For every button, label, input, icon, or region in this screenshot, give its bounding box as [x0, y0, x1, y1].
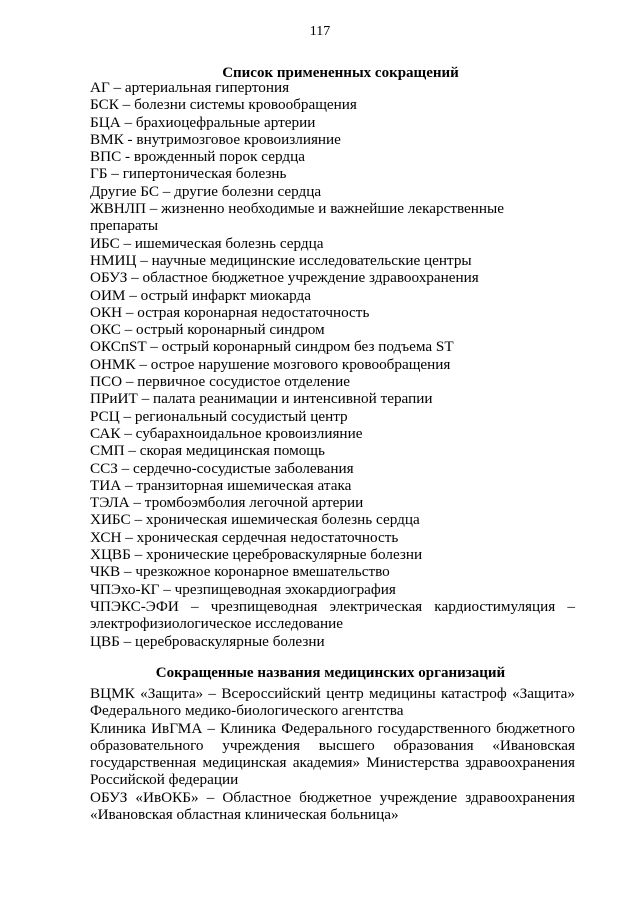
abbreviation-item: АГ – артериальная гипертония — [90, 79, 290, 96]
abbreviation-item: ПСО – первичное сосудистое отделение — [90, 373, 350, 391]
abbreviation-item: ЖВНЛП – жизненно необходимые и важнейшие лекарственные препараты — [90, 200, 504, 235]
abbreviation-item: ОКСпST – острый коронарный синдром без подъема ST — [90, 338, 454, 356]
abbreviation-item: ВМК - внутримозговое кровоизлияние — [90, 130, 341, 148]
abbreviation-item: ИБС – ишемическая болезнь сердца — [90, 234, 324, 252]
abbreviation-item: ЦВБ – цереброваскулярные болезни — [90, 632, 325, 650]
organization-item: ВЦМК «Защита» – Всероссийский центр медицины катастроф «Защита» Федерального медико-биологического агентства — [90, 685, 575, 720]
abbreviation-item: РСЦ – региональный сосудистый центр — [90, 407, 348, 425]
abbreviation-item: ТИА – транзиторная ишемическая атака — [90, 476, 352, 494]
abbreviation-item: ССЗ – сердечно-сосудистые заболевания — [90, 459, 354, 477]
abbreviation-item: БЦА – брахиоцефральные артерии — [90, 113, 316, 131]
abbreviation-item: ВПС - врожденный порок сердца — [90, 148, 305, 166]
abbreviation-item: Другие БС – другие болезни сердца — [90, 182, 322, 200]
abbreviation-item: ОКН – острая коронарная недостаточность — [90, 303, 370, 321]
abbreviation-item: ЧПЭхо-КГ – чрезпищеводная эхокардиография — [90, 580, 396, 598]
abbreviation-item: ХСН – хроническая сердечная недостаточность — [90, 528, 399, 546]
abbreviation-item: ГБ – гипертоническая болезнь — [90, 165, 287, 183]
abbreviation-item: ТЭЛА – тромбоэмболия легочной артерии — [90, 494, 364, 512]
abbreviation-item: СМП – скорая медицинская помощь — [90, 442, 325, 460]
abbreviation-item: ЧКВ – чрезкожное коронарное вмешательство — [90, 563, 390, 581]
abbreviation-item: ОНМК – острое нарушение мозгового кровообращения — [90, 355, 451, 373]
abbreviation-item: ОКС – острый коронарный синдром — [90, 321, 325, 339]
abbreviation-item: ОИМ – острый инфаркт миокарда — [90, 286, 312, 304]
organizations-title: Сокращенные названия медицинских организаций — [155, 665, 506, 681]
abbreviation-item: БСК – болезни системы кровообращения — [90, 96, 357, 114]
abbreviations-title: Список примененных сокращений — [222, 65, 459, 81]
abbreviation-item: ПРиИТ – палата реанимации и интенсивной терапии — [90, 390, 433, 408]
page-number: 117 — [309, 24, 331, 39]
abbreviation-item: ОБУЗ – областное бюджетное учреждение здравоохранения — [90, 269, 479, 287]
organizations-list — [90, 685, 575, 823]
abbreviation-item: НМИЦ – научные медицинские исследовательские центры — [90, 251, 472, 269]
abbreviation-item: ХИБС – хроническая ишемическая болезнь сердца — [90, 511, 420, 529]
abbreviation-item: САК – субарахноидальное кровоизлияние — [90, 424, 363, 442]
abbreviation-item: ХЦВБ – хронические цереброваскулярные болезни — [90, 546, 423, 564]
abbreviation-item: ЧПЭКС-ЭФИ – чрезпищеводная электрическая кардиостимуляция – электрофизиологическое исследование — [90, 597, 575, 633]
abbreviations-list — [90, 79, 575, 650]
organization-item: ОБУЗ «ИвОКБ» – Областное бюджетное учреждение здравоохранения «Ивановская областная клиническая больница» — [90, 788, 575, 824]
organization-item: Клиника ИвГМА – Клиника Федерального государственного бюджетного образовательного учреждения высшего образования «Ивановская государственная медицинская академия» Министерства здравоохранения Российской федерации — [90, 719, 575, 789]
